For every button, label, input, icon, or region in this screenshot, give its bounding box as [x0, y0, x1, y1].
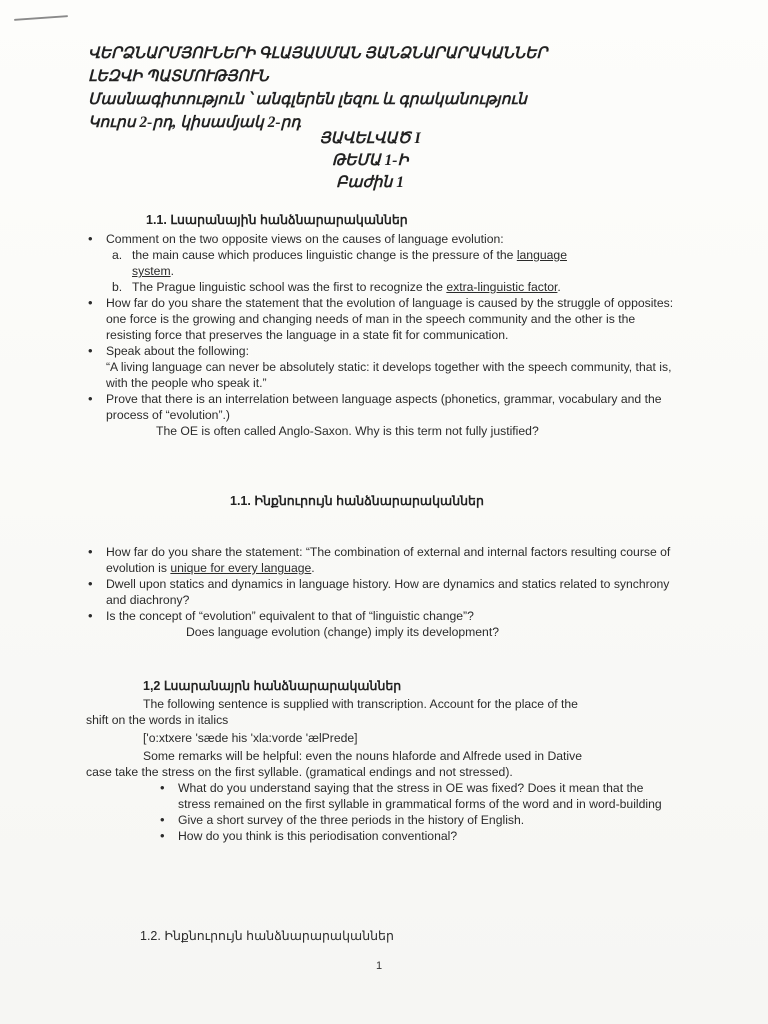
section-label: Բաժին 1 — [336, 174, 404, 191]
list-item: • Give a short survey of the three periods in the history of English. — [158, 812, 678, 828]
list-item: • What do you understand saying that the stress in OE was fixed? Does it mean that the stress remained on the first syllable in grammatical forms of the word and in word-building — [158, 780, 678, 812]
document-header — [88, 42, 708, 134]
section-2-heading: 1.1. Ինքնուրույն հանձնարարականներ — [230, 494, 484, 508]
list-item: a. the main cause which produces linguistic change is the pressure of the language system. — [112, 248, 567, 278]
transcription: ['o:xtxere 'sæde his 'xla:vorde 'ælPrede] — [143, 731, 358, 745]
list-item: • How far do you share the statement that the evolution of language is caused by the struggle of opposites: one force is the growing and changing needs of man in the speech community and the other is the resisting force that preserves the language in a state fit for communication. — [86, 295, 686, 343]
appendix-title — [200, 128, 540, 194]
section-1-body — [86, 231, 686, 439]
pen-mark — [14, 15, 68, 21]
list-item: • Comment on the two opposite views on the causes of language evolution: a. the main cause which produces linguistic change is the pressure of the language system. b. The Prague linguistic school was the first to recognize the extra-linguistic factor. — [86, 231, 686, 295]
section-3-body: The following sentence is supplied with transcription. Account for the place of the shift on the words in italics ['o:xtxere 'sæde his 'xla:vorde 'ælPrede] Some remarks will be helpful: even the nouns hlaforde and Alfrede used in Dative case take the stress on the first syllable. (gramatical endings and not stressed). • What do you understand saying that the stress in OE was fixed? Does it mean that the stress remained on the first syllable in grammatical forms of the word and in word-building • Give a short survey of the three periods in the history of English. • How do you think is this periodisation conventional? — [86, 696, 686, 844]
section-3-heading: 1,2 Լսարանայրն հանձնարարականներ — [143, 679, 402, 693]
list-item: b. The Prague linguistic school was the first to recognize the extra-linguistic factor. — [112, 280, 561, 294]
header-line-4: Կուրս 2-րդ, կիսամյակ 2-րդ — [88, 114, 301, 131]
theme-label: ԹԵՄԱ 1-Ի — [331, 152, 409, 169]
header-line-2: ԼԵԶՎԻ ՊԱՏՄՈՒԹՅՈՒՆ — [88, 68, 269, 85]
list-item: • How do you think is this periodisation conventional? — [158, 828, 678, 844]
header-line-1: ՎԵՐՁՆԱՐՄՅՈՒՆԵՐԻ ԳԼԱՅԱՍՄԱՆ ՅԱՆՁՆԱՐԱՐԱԿԱՆՆԵՐ — [88, 45, 548, 62]
section-1-heading: 1.1. Լսարանային հանձնարարականներ — [146, 213, 408, 227]
header-line-3: Մասնագիտություն ՝ անգլերեն լեզու և գրականություն — [88, 91, 527, 108]
section-4-heading: 1.2. Ինքնուրույն հանձնարարականներ — [140, 929, 394, 943]
list-item: • Is the concept of “evolution” equivalent to that of “linguistic change”? Does language evolution (change) imply its development? — [86, 608, 686, 640]
section-2-body — [86, 544, 686, 640]
page-number: 1 — [376, 960, 383, 972]
appendix-label: ՅԱՎԵԼՎԱԾ I — [319, 130, 421, 147]
list-item: • Dwell upon statics and dynamics in language history. How are dynamics and statics related to synchrony and diachrony? — [86, 576, 686, 608]
list-item: • Prove that there is an interrelation between language aspects (phonetics, grammar, vocabulary and the process of “evolution”.) The OE is often called Anglo-Saxon. Why is this term not fully justified? — [86, 391, 686, 439]
list-item: • Speak about the following: “A living language can never be absolutely static: it develops together with the speech community, that is, with the people who speak it.” — [86, 343, 686, 391]
list-item: • How far do you share the statement: “The combination of external and internal factors resulting course of evolution is unique for every language. — [86, 544, 686, 576]
